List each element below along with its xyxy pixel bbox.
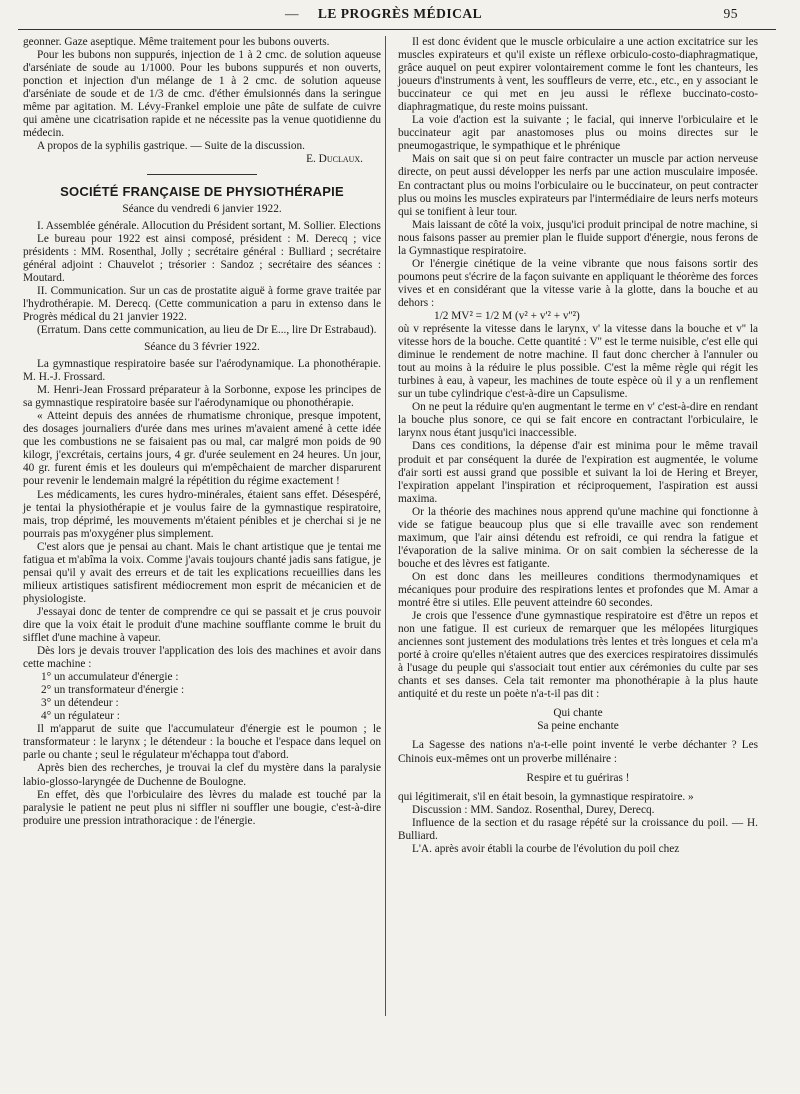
right-column	[398, 36, 758, 856]
signature: E. Duclaux.	[306, 153, 363, 166]
paragraph: Je crois que l'essence d'une gymnastique respiratoire est d'être un repos et non une fatigue. Il est curieux de remarquer que les mélopées liturgiques anciennes sont justement des modulations très lentes et très longues et cela m'a porté à croire qu'elles n'étaient autres que des exercices respiratoires dissimulés à l'usage du peuple qui s'associait tout entier aux cérémonies du culte par ses chants et ses danses. Cela tait remonter ma phonothérapie à la plus haute antiquité et du reste un poète n'a-t-il pas dit :	[398, 610, 758, 701]
paragraph: Il est donc évident que le muscle orbiculaire a une action excitatrice sur les muscles expirateurs et qu'il existe un réflexe orbiculo-costo-diaphragmatique, grâce auquel on peut expirer volontairement comme le font les chanteurs, les joueurs d'instruments à vent, les souffleurs de verre, etc., etc., en y associant le buccinateur ce qui met en jeu aussi le réflexe buccinato-costo-diaphragmatique, du reste moins puissant.	[398, 36, 758, 114]
column-divider	[385, 36, 386, 1016]
paragraph: Le bureau pour 1922 est ainsi composé, président : M. Derecq ; vice présidents : MM. Rosenthal, Jolly ; secrétaire général : Bulliard ; secrétaire général adjoint : Chauvelot ; trésorier : Sandoz ; secrétaire des séances : Moutard.	[23, 232, 381, 284]
paragraph: II. Communication. Sur un cas de prostatite aiguë à forme grave traitée par l'hydrothérapie. M. Derecq. (Cette communication a paru in extenso dans le Progrès médical du 21 janvier 1922.	[23, 284, 381, 323]
paragraph: Mais laissant de côté la voix, jusqu'ici produit principal de notre machine, si nous faisons passer au premier plan le fluide support d'énergie, nous ferons de la Gymnastique respiratoire.	[398, 218, 758, 257]
paragraph: Influence de la section et du rasage répété sur la croissance du poil. — H. Bulliard.	[398, 816, 758, 842]
header-dash: —	[285, 6, 299, 21]
paragraph: Dans ces conditions, la dépense d'air est minima pour le même travail produit et par conséquent la durée de l'expiration est augmentée, le volume d'air sorti est aussi grand que possible et suivant la loi de Hering et Breyer, l'expiration appelant l'inspiration et réciproquement, l'aspiration est aussi maxima.	[398, 440, 758, 505]
seance-heading: Séance du vendredi 6 janvier 1922.	[122, 202, 282, 215]
paragraph: On ne peut la réduire qu'en augmentant le terme en v' c'est-à-dire en rendant la bouche plus sonore, ce qui se fait encore en contractant l'orbiculaire, le larynx nous étant jusqu'ici inaccessible.	[398, 401, 758, 440]
paragraph: qui légitimerait, s'il en était besoin, la gymnastique respiratoire. »	[398, 790, 694, 803]
page-header	[0, 6, 800, 26]
paragraph: J'essayai donc de tenter de comprendre ce qui se passait et je crus pouvoir dire que la voix était le produit d'une machine soufflante comme le bruit du sifflet d'une machine à vapeur.	[23, 605, 381, 645]
paragraph: Après bien des recherches, je trouvai la clef du mystère dans la paralysie labio-glosso-laryngée de Duchenne de Boulogne.	[23, 762, 381, 788]
poem-line: Sa peine enchante	[537, 720, 619, 733]
paragraph: Or l'énergie cinétique de la veine vibrante que nous faisons sortir des poumons peut s'écrire de la façon suivante en appliquant le théorème des forces vives et en considérant que la vitesse varie à la glotte, dans la bouche et au dehors :	[398, 257, 758, 309]
list-item: 1° un accumulateur d'énergie :	[41, 671, 179, 684]
paragraph: Dès lors je devais trouver l'application des lois des machines et avoir dans cette machine :	[23, 645, 381, 671]
list-item: 3° un détendeur :	[41, 697, 119, 710]
list-item: 4° un régulateur :	[41, 710, 120, 723]
paragraph: C'est alors que je pensai au chant. Mais le chant artistique que je tentai me fatigua et m'abîma la voix. Comme j'avais toujours chanté jadis sans fatigue, je pensai qu'il y avait des erreurs et de tait les explications recueillies dans les milieux artistiques satisfirent médiocrement mon esprit de mécanicien et de physiologiste.	[23, 540, 381, 605]
paragraph: Les médicaments, les cures hydro-minérales, étaient sans effet. Désespéré, je tentai la physiothérapie et je voulus faire de la gymnastique respiratoire, mais, trop déprimé, les mouvements m'étaient pénibles et je cherchai si je ne pourrais pas m'oxygéner plus simplement.	[23, 488, 381, 540]
paragraph: où v représente la vitesse dans le larynx, v' la vitesse dans la bouche et v'' la vitesse hors de la bouche. Cette quantité : V'' est le terme nuisible, c'est elle qui diminue le rendement de notre machine. Il faut donc chercher à l'annuler ou tout au moins à la réduire le plus possible. C'est la même règle qui régit les turbines à eau, à vapeur, les machines de toute espèce où il y a un renflement sur un tube cylindrique c'est-à-dire un Capsulisme.	[398, 323, 758, 401]
list-item: 2° un transformateur d'énergie :	[41, 684, 185, 697]
header-rule	[18, 29, 776, 30]
paragraph: M. Henri-Jean Frossard préparateur à la Sorbonne, expose les principes de sa gymnastique respiratoire basée sur l'aérodynamique ou phonothérapie.	[23, 384, 381, 410]
proverb-line: Respire et tu guériras !	[526, 771, 630, 784]
paragraph: La gymnastique respiratoire basée sur l'aérodynamique. La phonothérapie. M. H.-J. Frossard.	[23, 358, 381, 384]
paragraph: Discussion : MM. Sandoz. Rosenthal, Durey, Derecq.	[412, 803, 655, 816]
paragraph: Mais on sait que si on peut faire contracter un muscle par action nerveuse directe, on peut aussi développer les nerfs par une action musculaire imposée. En contractant plus ou moins l'orbiculaire ou le buccinateur, on peut contracter plus ou moins les muscles expirateurs par l'intermédiaire de leurs nerfs moteurs qui se tonifient à leur tour.	[398, 153, 758, 218]
page-number: 95	[723, 6, 738, 21]
formula: 1/2 MV² = 1/2 M (v² + v'² + v''²)	[434, 309, 580, 322]
paragraph: En effet, dès que l'orbiculaire des lèvres du malade est touché par la paralysie le patient ne peut plus ni siffler ni souffler une bougie, c'est-à-dire produire une pression intrathoracique : de l'énergie.	[23, 788, 381, 827]
seance-heading: Séance du 3 février 1922.	[144, 340, 260, 353]
paragraph: « Atteint depuis des années de rhumatisme chronique, presque impotent, des dosages journaliers d'urée dans mes urines m'avaient amené à cette idée que les combustions ne se faisaient pas ou mal, car malgré mon poids de 90 kilogr, j'excrétais, certains jours, 4 gr. d'urée seulement en 24 heures. Un jour, 40 gr. furent émis et les douleurs qui m'empêchaient de marcher disparurent pour revenir le lendemain malgré la répétition du régime exactement !	[23, 410, 381, 488]
paragraph: geonner. Gaze aseptique. Même traitement pour les bubons ouverts.	[23, 36, 330, 48]
paragraph: A propos de la syphilis gastrique. — Suite de la discussion.	[37, 140, 305, 153]
section-rule	[147, 174, 257, 175]
paragraph: Pour les bubons non suppurés, injection de 1 à 2 cmc. de solution aqueuse d'arséniate de soude au 1/1000. Pour les bubons suppurés et non ouverts, ponction et injection d'un mélange de 1 à 2 cmc. de solution aqueuse d'arséniate de soude et de 1/3 de cmc. d'éther émulsionnés dans la seringue même par agitation. M. Lévy-Frankel emploie une pâte de sulfate de cuivre qui amène une cicatrisation rapide et ne nécessite pas la venue quotidienne du médecin.	[23, 49, 381, 140]
paragraph: La Sagesse des nations n'a-t-elle point inventé le verbe déchanter ? Les Chinois eux-mêmes ont un proverbe millénaire :	[398, 739, 758, 765]
poem-line: Qui chante	[553, 707, 603, 720]
paragraph: La voie d'action est la suivante ; le facial, qui innerve l'orbiculaire et le buccinateur agit par anastomoses plus ou moins directes sur le pneumogastrique, le sympathique et le phrénique	[398, 114, 758, 153]
paragraph: Il m'apparut de suite que l'accumulateur d'énergie est le poumon ; le transformateur : le larynx ; le détendeur : la bouche et l'espace dans lequel on parle ou chante ; seul le régulateur m'échappa tout d'abord.	[23, 723, 381, 762]
society-title: SOCIÉTÉ FRANÇAISE DE PHYSIOTHÉRAPIE	[60, 184, 344, 200]
paragraph: L'A. après avoir établi la courbe de l'évolution du poil chez	[412, 842, 680, 855]
paragraph: (Erratum. Dans cette communication, au lieu de Dr E..., lire Dr Estrabaud).	[37, 323, 377, 336]
paragraph: Or la théorie des machines nous apprend qu'une machine qui fonctionne à vide se fatigue beaucoup plus que si elle travaille avec son rendement maximum, que l'air ainsi détendu est refroidi, ce qui rendra la fatigue et l'évaporation de la salive minima. Or on sait combien la sécheresse de la bouche et des lèvres est fatigante.	[398, 505, 758, 570]
journal-title: LE PROGRÈS MÉDICAL	[317, 6, 483, 21]
left-column	[23, 36, 381, 828]
paragraph: I. Assemblée générale. Allocution du Président sortant, M. Sollier. Elections	[37, 219, 381, 232]
paragraph: On est donc dans les meilleures conditions thermodynamiques et mécaniques pour produire des respirations lentes et profondes que M. Amar a montré être si utiles. Elle peuvent atteindre 60 secondes.	[398, 570, 758, 610]
